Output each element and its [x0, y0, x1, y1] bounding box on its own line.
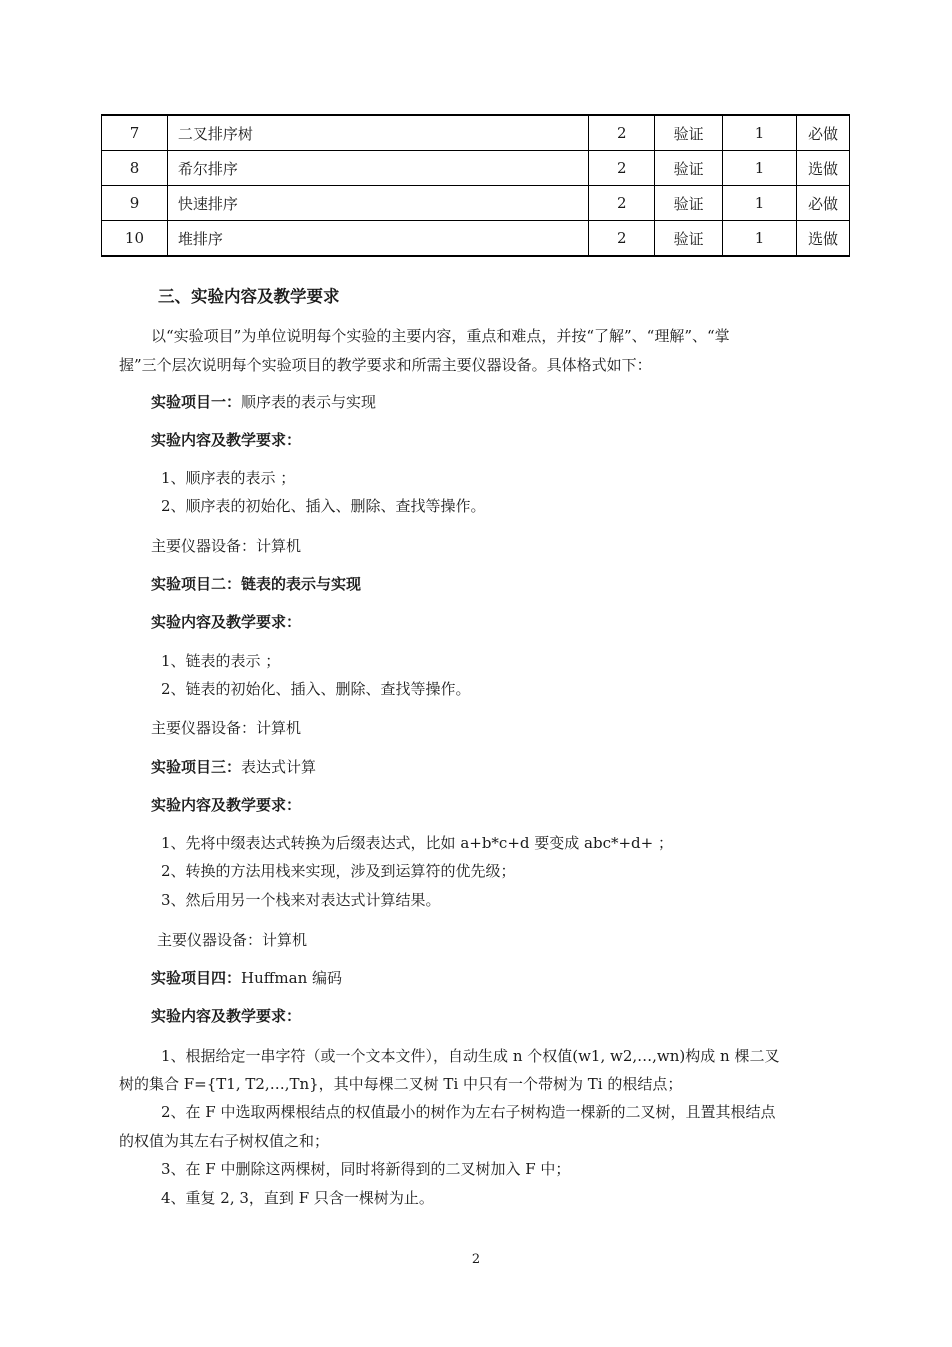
experiment-hours: 2	[589, 186, 655, 221]
content-label: 实验内容及教学要求：	[151, 613, 302, 631]
list-item: 2、在 F 中选取两棵根结点的权值最小的树作为左右子树构造一棵新的二叉树，且置其根结点	[161, 1103, 776, 1121]
table-row	[102, 151, 850, 186]
list-item: 3、在 F 中删除这两棵树，同时将新得到的二叉树加入 F 中；	[161, 1160, 571, 1178]
project-title-text: 表达式计算	[241, 758, 317, 776]
equipment-line: 主要仪器设备：计算机	[151, 719, 302, 737]
content-label: 实验内容及教学要求：	[151, 431, 302, 449]
experiment-type: 验证	[655, 221, 723, 257]
row-number: 10	[102, 221, 168, 257]
experiment-requirement: 必做	[797, 115, 850, 151]
page-number: 2	[471, 1252, 481, 1267]
experiment-type: 验证	[655, 115, 723, 151]
experiment-requirement: 选做	[797, 221, 850, 257]
experiment-name: 堆排序	[167, 221, 588, 257]
table-row	[102, 221, 850, 257]
list-item: 1、链表的表示 ；	[161, 652, 281, 670]
experiment-group: 1	[723, 151, 797, 186]
experiment-hours: 2	[589, 221, 655, 257]
list-item: 2、顺序表的初始化、插入、删除、查找等操作。	[161, 497, 486, 515]
project-title	[151, 756, 316, 777]
list-item: 2、链表的初始化、插入、删除、查找等操作。	[161, 680, 471, 698]
intro-paragraph-line: 握”三个层次说明每个实验项目的教学要求和所需主要仪器设备。具体格式如下：	[119, 356, 652, 374]
table-row	[102, 186, 850, 221]
list-item-continuation: 树的集合 F={T1, T2,…,Tn}，其中每棵二叉树 Ti 中只有一个带树为 Ti 的根结点；	[119, 1075, 683, 1093]
experiment-hours: 2	[589, 115, 655, 151]
experiment-table	[101, 114, 850, 257]
list-item: 2、转换的方法用栈来实现，涉及到运算符的优先级；	[161, 862, 516, 880]
row-number: 8	[102, 151, 168, 186]
intro-paragraph-line: 以“实验项目”为单位说明每个实验的主要内容，重点和难点，并按“了解”、“理解”、“掌	[151, 327, 730, 345]
experiment-type: 验证	[655, 151, 723, 186]
project-title	[151, 967, 342, 988]
experiment-name: 二叉排序树	[167, 115, 588, 151]
table-row	[102, 115, 850, 151]
experiment-group: 1	[723, 221, 797, 257]
project-title-text: 顺序表的表示与实现	[241, 393, 377, 411]
equipment-line: 主要仪器设备：计算机	[157, 931, 308, 949]
project-title-label: 实验项目三：	[151, 758, 242, 776]
experiment-name: 希尔排序	[167, 151, 588, 186]
experiment-requirement: 必做	[797, 186, 850, 221]
list-item: 1、先将中缀表达式转换为后缀表达式，比如 a+b*c+d 要变成 abc*+d+ ；	[161, 834, 673, 852]
project-title-text: Huffman 编码	[241, 969, 343, 987]
project-title-label: 实验项目四：	[151, 969, 242, 987]
list-item-continuation: 的权值为其左右子树权值之和；	[119, 1132, 330, 1150]
content-label: 实验内容及教学要求：	[151, 1007, 302, 1025]
project-title-text: 链表的表示与实现	[241, 575, 362, 593]
experiment-group: 1	[723, 115, 797, 151]
project-title	[151, 573, 361, 594]
project-title-label: 实验项目二：	[151, 575, 242, 593]
experiment-hours: 2	[589, 151, 655, 186]
equipment-line: 主要仪器设备：计算机	[151, 537, 302, 555]
list-item: 1、顺序表的表示 ；	[161, 469, 296, 487]
experiment-name: 快速排序	[167, 186, 588, 221]
project-title-label: 实验项目一：	[151, 393, 242, 411]
list-item: 4、重复 2, 3，直到 F 只含一棵树为止。	[161, 1189, 434, 1207]
section-heading: 三、实验内容及教学要求	[158, 287, 340, 306]
experiment-group: 1	[723, 186, 797, 221]
list-item: 3、然后用另一个栈来对表达式计算结果。	[161, 891, 441, 909]
experiment-type: 验证	[655, 186, 723, 221]
project-title	[151, 391, 376, 412]
experiment-requirement: 选做	[797, 151, 850, 186]
list-item: 1、根据给定一串字符（或一个文本文件），自动生成 n 个权值(w1, w2,…,wn)构成 n 棵二叉	[161, 1047, 780, 1065]
row-number: 7	[102, 115, 168, 151]
content-label: 实验内容及教学要求：	[151, 796, 302, 814]
row-number: 9	[102, 186, 168, 221]
